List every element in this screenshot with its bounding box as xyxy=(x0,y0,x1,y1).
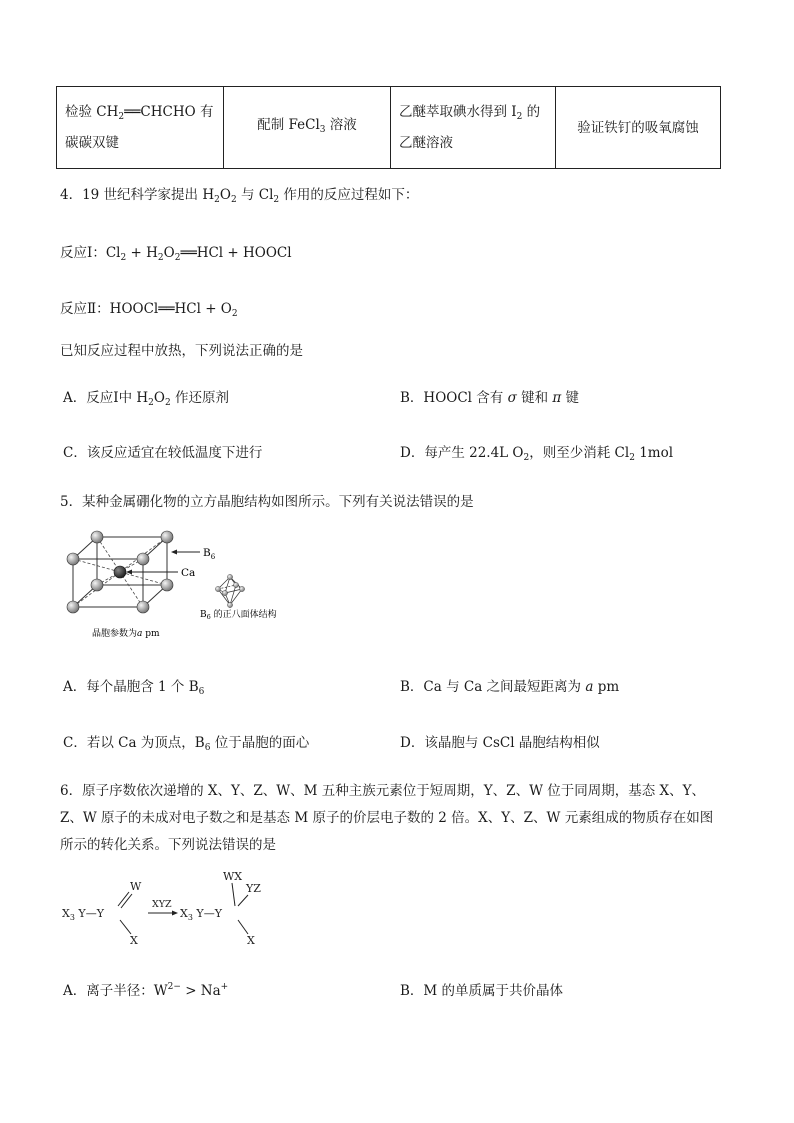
q6-stem-line-3: 所示的转化关系。下列说法错误的是 xyxy=(60,837,276,853)
q5-option-b[interactable]: B．Ca 与 Ca 之间最短距离为 a pm xyxy=(400,679,620,695)
reactant-formula: $X_3$ Y—Y xyxy=(62,907,104,922)
octahedron-caption: $B_6$ 的正八面体结构 xyxy=(200,610,277,621)
q4-stem: 4．19 世纪科学家提出 $H_2O_2$ 与 $Cl_2$ 作用的反应过程如下： xyxy=(60,187,419,205)
cell-text: 乙醚溶液 xyxy=(399,135,453,151)
q5-stem: 5．某种金属硼化物的立方晶胞结构如图所示。下列有关说法错误的是 xyxy=(60,494,474,510)
transformation-figure xyxy=(60,862,290,957)
table-cell-3 xyxy=(391,87,556,169)
cell-text: 溶液 xyxy=(325,117,357,133)
cell-text: 的 xyxy=(522,104,541,120)
cell-text: 乙醚萃取碘水得到 I xyxy=(399,104,517,120)
product-x: X xyxy=(247,934,255,947)
reactant-w: W xyxy=(130,880,142,893)
reagent-label: XYZ xyxy=(152,899,172,910)
cell-text: 配制 FeCl xyxy=(257,117,320,133)
q5-option-a[interactable]: A．每个晶胞含 1 个 $B_6$ xyxy=(63,679,205,697)
octahedron xyxy=(218,577,242,605)
q4-option-c[interactable]: C．该反应适宜在较低温度下进行 xyxy=(63,445,263,461)
q4-option-a[interactable]: A．反应Ⅰ中 $H_2O_2$ 作还原剂 xyxy=(63,390,229,408)
product-wx: WX xyxy=(223,870,243,883)
q6-option-a[interactable]: A．离子半径：$W^{2-} > Na^+$ xyxy=(63,982,229,999)
q6-stem-line-1: 6．原子序数依次递增的 X、Y、Z、W、M 五种主族元素位于短周期，Y、Z、W 位于同周期，基态 X、Y、 xyxy=(60,783,706,799)
cell-text: 验证铁钉的吸氧腐蚀 xyxy=(577,119,699,136)
product-formula: $X_3$ Y—Y xyxy=(180,907,222,922)
cell-text: ══CHCHO 有 xyxy=(124,104,214,120)
q5-option-c[interactable]: C．若以 Ca 为顶点，$B_6$ 位于晶胞的面心 xyxy=(63,735,310,753)
q6-option-b[interactable]: B．M 的单质属于共价晶体 xyxy=(400,983,564,999)
table-cell-1 xyxy=(57,87,224,169)
b6-label: $B_6$ xyxy=(203,547,216,561)
subscript: 3 xyxy=(319,125,326,135)
crystal-cell-figure xyxy=(60,525,310,650)
ca-label: Ca xyxy=(181,567,196,579)
q4-reaction-2: 反应Ⅱ：HOOCl══HCl + $O_2$ xyxy=(60,301,238,319)
cell-parameter-caption: 晶胞参数为a pm xyxy=(92,629,160,639)
q5-option-d[interactable]: D．该晶胞与 CsCl 晶胞结构相似 xyxy=(400,735,600,751)
table-cell-2 xyxy=(224,87,391,169)
reactant-x: X xyxy=(130,934,138,947)
cell-text: 检验 CH xyxy=(65,104,119,120)
product-yz: YZ xyxy=(246,882,261,895)
q4-option-d[interactable]: D．每产生 22.4L $O_2$，则至少消耗 $Cl_2$ 1mol xyxy=(400,445,674,463)
cell-text: 碳碳双键 xyxy=(65,135,119,151)
table-cell-4 xyxy=(556,87,721,169)
q4-question: 已知反应过程中放热，下列说法正确的是 xyxy=(60,343,303,359)
experiment-table xyxy=(56,86,721,169)
subscript: 2 xyxy=(118,112,125,122)
q6-stem-line-2: Z、W 原子的未成对电子数之和是基态 M 原子的价层电子数的 2 倍。X、Y、Z、W 元素组成的物质存在如图 xyxy=(60,810,714,826)
q4-option-b[interactable]: B．HOOCl 含有 σ 键和 π 键 xyxy=(400,390,580,406)
ca-atom xyxy=(114,566,126,578)
subscript: 2 xyxy=(516,112,523,122)
q4-reaction-1: 反应Ⅰ：$Cl_2$ + $H_2O_2══HCl$ + HOOCl xyxy=(60,245,292,263)
